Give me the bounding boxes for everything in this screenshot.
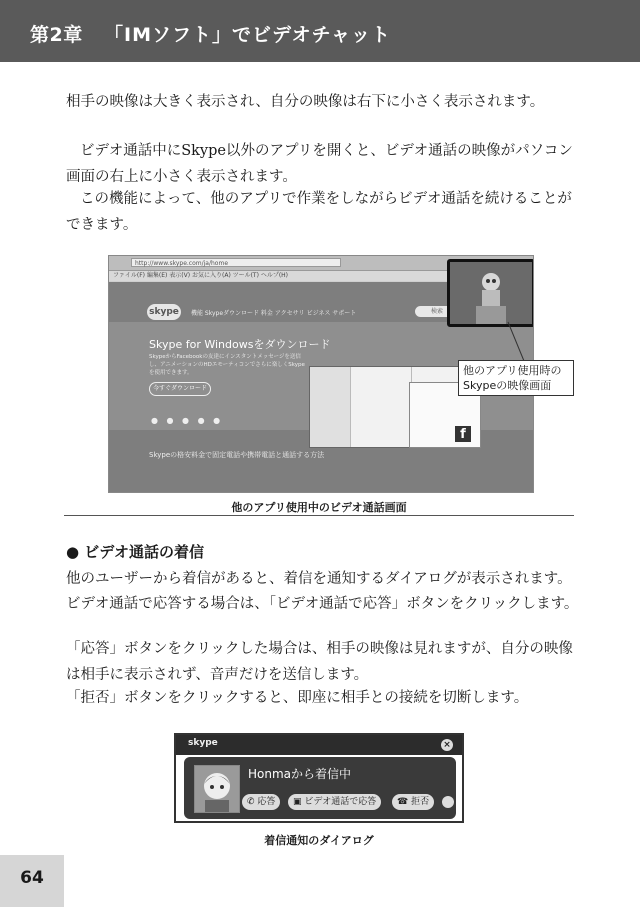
page-footer-text: Skypeの格安料金で固定電話や携帯電話と通話する方法 [149, 451, 325, 459]
section-heading: ● ビデオ通話の着信 [66, 543, 205, 561]
paragraph-5: ビデオ通話で応答する場合は、「ビデオ通話で応答」ボタンをクリックします。 [66, 596, 579, 612]
decline-button[interactable] [392, 794, 434, 810]
video-answer-label: ビデオ通話で応答 [304, 797, 377, 807]
hangup-icon: ☎ [397, 797, 412, 807]
chapter-number: 第2章 [30, 24, 83, 46]
paragraph-4: 他のユーザーから着信があると、着信を通知するダイアログが表示されます。 [66, 571, 572, 587]
avatar-image [195, 766, 239, 812]
caller-name: Honmaから着信中 [248, 767, 352, 781]
callout-label: 他のアプリ使用時のSkypeの映像画面 [458, 360, 574, 396]
figure-caption-1: 他のアプリ使用中のビデオ通話画面 [231, 501, 407, 514]
contact-list [310, 367, 351, 447]
paragraph-2: ビデオ通話中にSkype以外のアプリを開くと、ビデオ通話の映像がパソコン画面の右上に小さく表示されます。 [66, 143, 573, 185]
facebook-icon: f [455, 426, 471, 442]
incoming-call-dialog [174, 733, 464, 823]
hero-headline: Skype for Windowsをダウンロード [149, 338, 331, 351]
skype-logo: skype [188, 738, 218, 748]
dialog-titlebar [176, 735, 462, 755]
carousel-dots: ● ● ● ● ● [151, 416, 224, 425]
browser-menu: ファイル(F) 編集(E) 表示(V) お気に入り(A) ツール(T) ヘルプ(H) [109, 271, 533, 281]
skype-logo: skype [147, 304, 181, 320]
video-icon: ▣ [293, 797, 305, 807]
hero-description: SkypeからFacebookの友達にインスタントメッセージを送信し、アニメーションのHDエモーティコンでさらに楽しくSkypeを使用できます。 [149, 354, 305, 376]
chapter-title: 「IMソフト」でビデオチャット [104, 24, 392, 46]
figure-caption-2: 着信通知のダイアログ [264, 834, 374, 847]
video-call-thumbnail [447, 259, 534, 327]
paragraph-1: 相手の映像は大きく表示され、自分の映像は右下に小さく表示されます。 [66, 94, 545, 110]
more-options-icon[interactable] [442, 796, 454, 808]
paragraph-3: この機能によって、他のアプリで作業をしながらビデオ通話を続けることができます。 [66, 191, 572, 233]
site-navigation: 機能 Skypeダウンロード 料金 アクセサリ ビジネス サポート [191, 310, 357, 317]
paragraph-7: 「拒否」ボタンをクリックすると、即座に相手との接続を切断します。 [66, 690, 529, 706]
robot-video-image [450, 262, 532, 324]
address-bar: http://www.skype.com/ja/home [131, 258, 341, 267]
chapter-header [0, 0, 640, 62]
decline-label: 拒否 [411, 797, 430, 807]
call-notification-body [184, 757, 456, 819]
close-icon[interactable]: × [441, 739, 453, 751]
paragraph-6: 「応答」ボタンをクリックした場合は、相手の映像は見れますが、自分の映像は相手に表示されず、音声だけを送信します。 [66, 641, 573, 683]
conversation-pane [351, 367, 412, 447]
video-answer-button[interactable] [288, 794, 381, 810]
answer-label: 応答 [257, 797, 276, 807]
phone-icon: ✆ [247, 797, 258, 807]
caller-avatar [194, 765, 240, 813]
page-number: 64 [20, 868, 44, 888]
download-button: 今すぐダウンロード [149, 382, 211, 396]
site-search: 検索 [415, 306, 459, 317]
caption-rule [64, 515, 574, 516]
answer-button[interactable] [242, 794, 280, 810]
